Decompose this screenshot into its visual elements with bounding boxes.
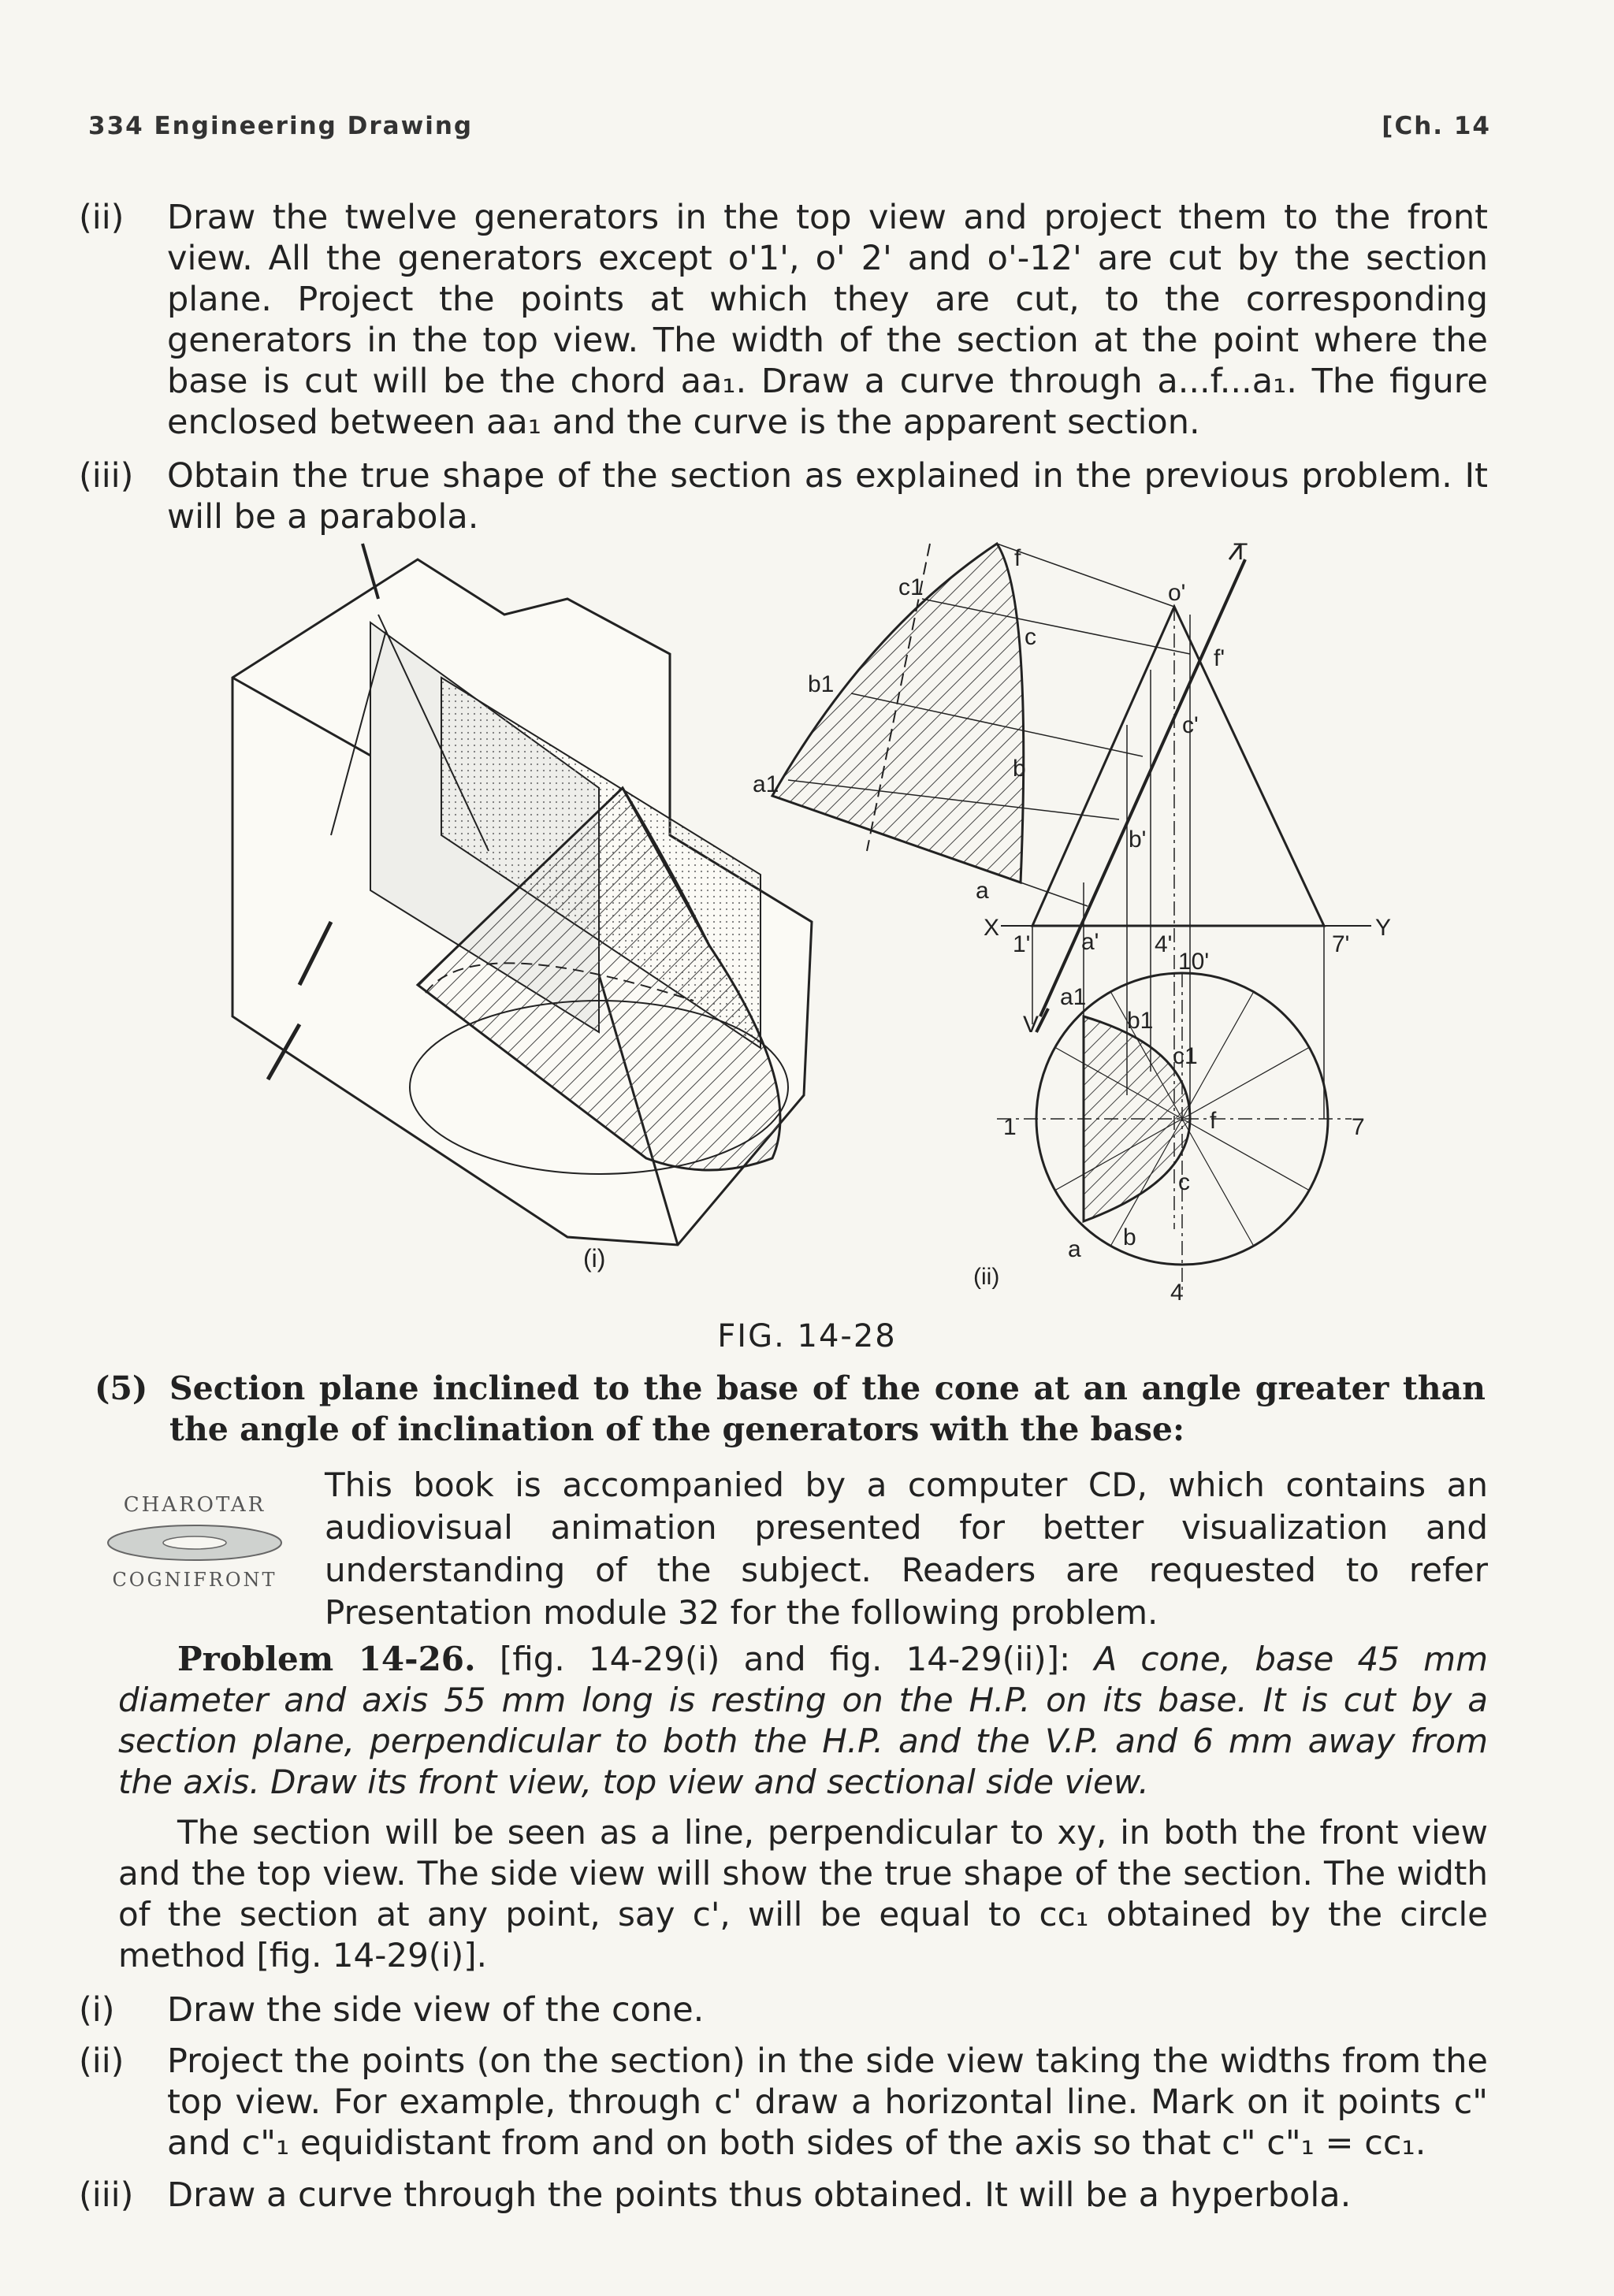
charotar-cd-logo	[88, 1480, 301, 1598]
label-4: 4	[1170, 1280, 1184, 1306]
step-text: Project the points (on the section) in the side view taking the widths from the top view. For example, through c' draw a horizontal line. Mark on it points c" and c"₁ equidistant from and on both sides of the axis so that c" c"₁ = cc₁.	[167, 2042, 1488, 2163]
cd-note-text: This book is accompanied by a computer CD, which contains an audiovisual animation presented for better visualization and understanding of the subject. Readers are requested to refer Presentation module 32 for the following problem.	[325, 1466, 1488, 1632]
label-b: b	[1013, 756, 1026, 782]
label-c1: c1	[898, 574, 924, 600]
label-a-top: a	[1068, 1236, 1081, 1262]
step-i-b	[79, 1989, 1488, 2030]
label-o-prime: o'	[1168, 580, 1186, 606]
label-a: a	[976, 878, 989, 904]
step-text: Draw the side view of the cone.	[167, 1990, 705, 2030]
step-ii-b	[79, 2041, 1488, 2164]
problem-14-26	[118, 1639, 1488, 1803]
section-heading-5	[95, 1368, 1486, 1450]
section-number: (5)	[95, 1369, 148, 1407]
problem-statement: A cone, base 45 mm diameter and axis 55 mm long is resting on the H.P. on its base. It is cut by a section plane, perpendicular to both the H.P. and the V.P. and 6 mm away from the axis. Draw its front view, top view and sectional side view.	[118, 1640, 1489, 1801]
section-title: Section plane inclined to the base of the cone at an angle greater than the angle of inclination of the generators with the base:	[169, 1369, 1486, 1448]
chapter-label: [Ch. 14	[1382, 112, 1491, 140]
label-10-prime: 10'	[1178, 949, 1210, 975]
step-number: (ii)	[79, 198, 125, 237]
step-text: Obtain the true shape of the section as explained in the previous problem. It will be a parabola.	[167, 456, 1488, 537]
label-1: 1	[1003, 1114, 1017, 1140]
step-text: Draw the twelve generators in the top view and project them to the front view. All the generators except o'1', o' 2' and o'-12' are cut by the section plane. Project the points at which they are cut, to the corresponding generators in the top view. The width of the section at the point where the base is cut will be the chord aa₁. Draw a curve through a...f...a₁. The figure enclosed between aa₁ and the curve is the apparent section.	[167, 198, 1488, 442]
label-x: X	[984, 915, 1000, 941]
step-number: (iii)	[79, 456, 134, 496]
label-a-prime: a'	[1081, 929, 1099, 955]
orthographic-views	[772, 544, 1371, 1292]
label-c-prime: c'	[1182, 712, 1199, 738]
label-y: Y	[1375, 915, 1392, 941]
problem-label: Problem 14-26.	[177, 1640, 476, 1678]
logo-top-text: CHAROTAR	[123, 1493, 266, 1517]
step-iii-b	[79, 2175, 1488, 2216]
label-4-prime: 4'	[1155, 931, 1173, 957]
problem-reference: [fig. 14-29(i) and fig. 14-29(ii)]:	[499, 1640, 1071, 1678]
step-text: Draw a curve through the points thus obtained. It will be a hyperbola.	[167, 2175, 1352, 2215]
label-b-top: b	[1123, 1224, 1136, 1250]
figure-label-ii: (ii)	[973, 1264, 1000, 1290]
label-7-prime: 7'	[1332, 931, 1350, 957]
label-f-top: f	[1210, 1108, 1217, 1134]
logo-bottom-text: COGNIFRONT	[112, 1569, 277, 1591]
label-1-prime: 1'	[1013, 931, 1031, 957]
label-f-prime: f'	[1214, 645, 1225, 671]
label-v: V	[1023, 1012, 1039, 1038]
label-c-top: c	[1178, 1169, 1190, 1195]
figure-caption: FIG. 14-28	[717, 1318, 897, 1354]
label-a1-top: a1	[1060, 984, 1087, 1010]
label-7: 7	[1352, 1114, 1365, 1140]
label-f: f	[1014, 545, 1021, 571]
label-b-prime: b'	[1129, 827, 1147, 853]
label-c: c	[1025, 624, 1036, 650]
label-c1-top: c1	[1173, 1043, 1198, 1069]
label-a1: a1	[753, 771, 779, 797]
label-b1-top: b1	[1127, 1008, 1154, 1034]
label-t: T	[1233, 539, 1248, 565]
explanation-paragraph	[118, 1812, 1488, 1976]
step-number: (iii)	[79, 2175, 134, 2215]
step-number: (i)	[79, 1990, 115, 2030]
label-b1: b1	[808, 671, 835, 697]
explanation-text: The section will be seen as a line, perpendicular to xy, in both the front view and the top view. The side view will show the true shape of the section. The width of the section at any point, say c', will be equal to cc₁ obtained by the circle method [fig. 14-29(i)].	[118, 1813, 1488, 1975]
step-number: (ii)	[79, 2042, 125, 2081]
figure-label-i: (i)	[583, 1244, 606, 1272]
page-title: 334 Engineering Drawing	[88, 112, 474, 140]
pictorial-view	[232, 544, 812, 1245]
